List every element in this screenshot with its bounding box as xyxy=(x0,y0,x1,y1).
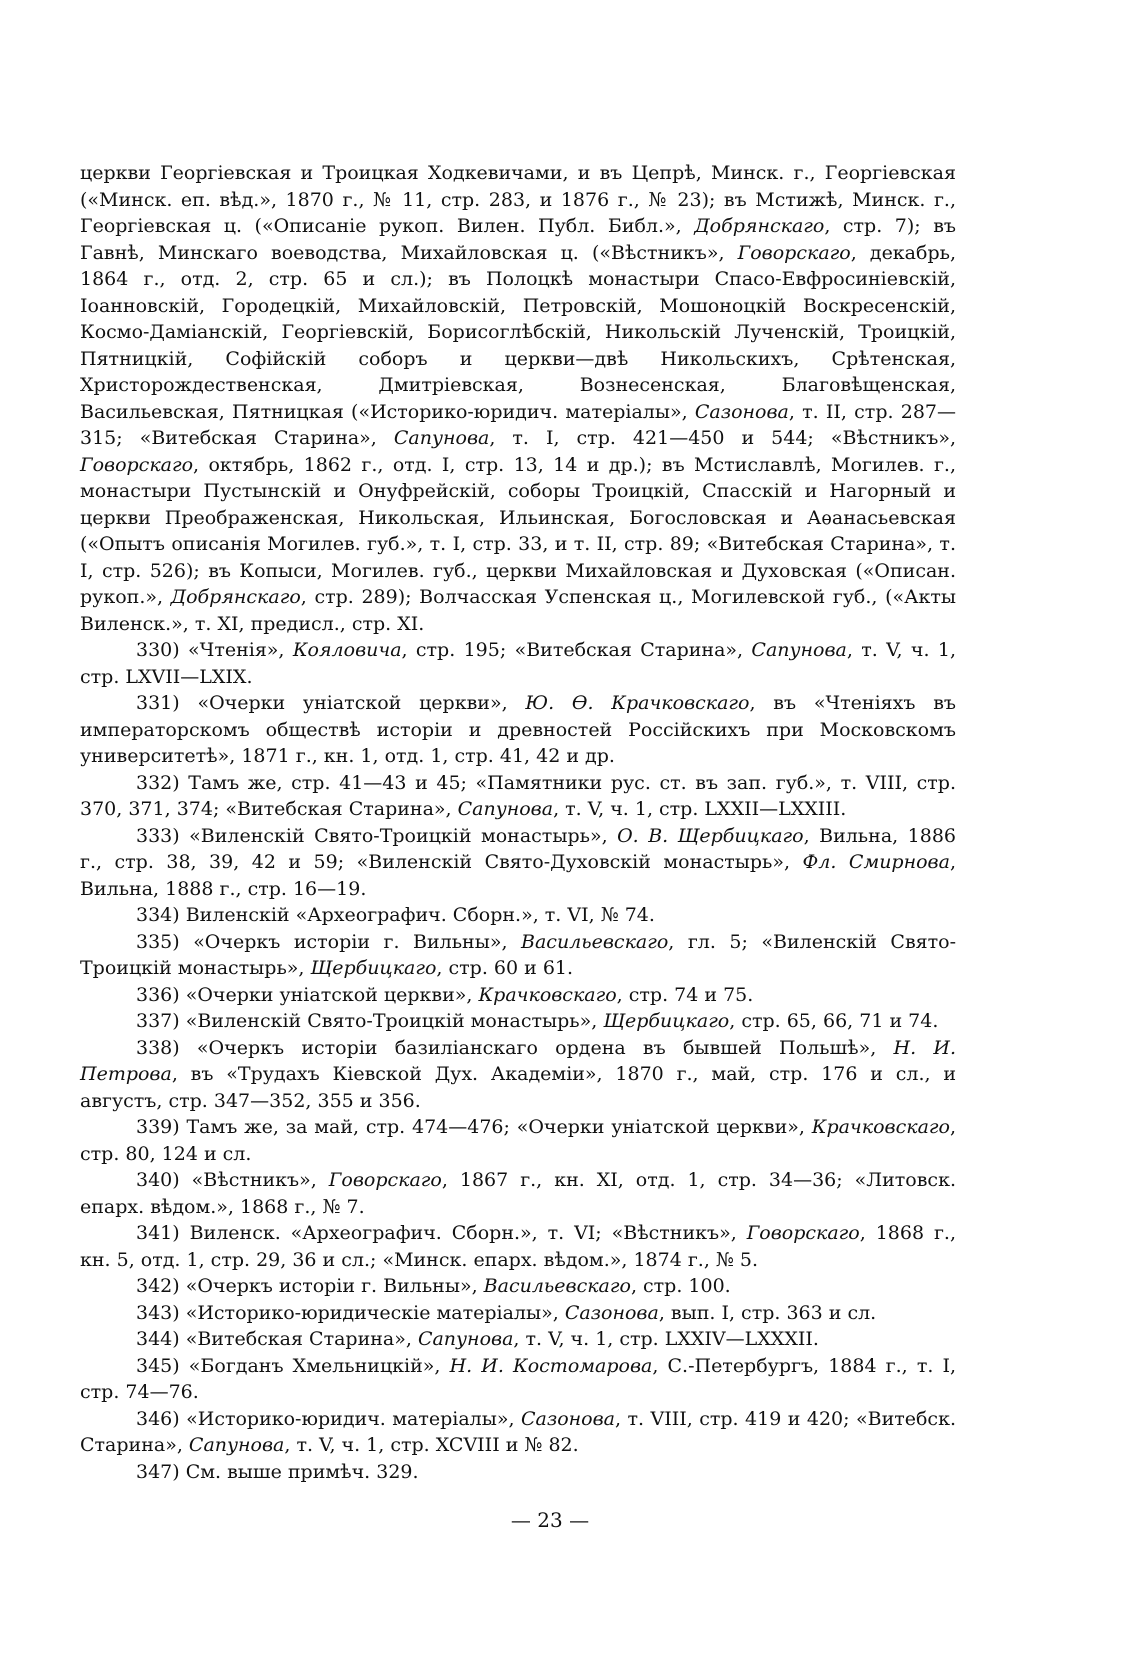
author-name: Н. И. Петрова xyxy=(80,1036,957,1085)
footnote xyxy=(80,1114,956,1167)
author-name: Говорскаго xyxy=(80,453,194,476)
footnote xyxy=(80,1220,956,1273)
author-name: Сапунова xyxy=(188,1434,285,1456)
author-name: Фл. Смирнова xyxy=(802,851,950,873)
author-name: Крачковскаго xyxy=(811,1116,950,1138)
footnote xyxy=(80,1035,956,1115)
author-name: Щербицкаго xyxy=(603,1010,730,1032)
author-name: Сазонова xyxy=(694,400,789,423)
footnote-text: , стр. 100. xyxy=(630,1275,731,1297)
footnote-text: 330) «Чтенія», xyxy=(136,639,293,661)
author-name: Добрянскаго xyxy=(694,215,825,237)
footnote-text: , т. V, ч. 1, стр. LXXIV—LXXXII. xyxy=(513,1328,819,1350)
footnote-text: , стр. 80, 124 и сл. xyxy=(80,1116,956,1165)
author-name: Васильевскаго xyxy=(521,930,669,953)
footnote-text: 345) «Богданъ Хмельницкій», xyxy=(136,1354,450,1377)
footnote xyxy=(80,1406,956,1459)
footnote xyxy=(80,690,956,770)
footnote-text: 347) См. выше примѣч. 329. xyxy=(136,1460,419,1483)
footnote xyxy=(80,637,956,690)
footnote-text: , т. V, ч. 1, стр. XCVIII и № 82. xyxy=(284,1434,579,1456)
author-name: Добрянскаго xyxy=(170,586,301,608)
footnote-text: церкви Георгіевская и Троицкая Ходкевичами, и въ Цепрѣ, Минск. г., Георгіевская («Минск. еп. вѣд.», 1870 г., № 11, стр. 283, и 1876 г., № 23); въ Мстижѣ, Минск. г., Георгіевская ц. («Описаніе рукоп. Вилен. Публ. Библ.», xyxy=(80,162,956,237)
author-name: Сапунова xyxy=(751,639,847,661)
footnote-text: , стр. 65, 66, 71 и 74. xyxy=(729,1010,939,1032)
footnote xyxy=(80,902,956,929)
author-name: Сазонова xyxy=(564,1301,659,1324)
footnote-text: , стр. 7); въ Гавнѣ, Минскаго воеводства, Михайловская ц. («Вѣстникъ», xyxy=(80,215,956,264)
footnote-text: 335) «Очеркъ исторіи г. Вильны», xyxy=(136,930,522,953)
footnote-text: 346) «Историко-юридич. матеріалы», xyxy=(136,1407,521,1430)
footnote xyxy=(80,1459,956,1486)
author-name: Щербицкаго xyxy=(310,957,437,979)
footnote-text: 332) Тамъ же, стр. 41—43 и 45; «Памятники рус. ст. въ зап. губ.», т. VIII, стр. 370, 371, 374; «Витебская Старина», xyxy=(80,771,956,820)
continued-footnote xyxy=(80,160,956,637)
footnote-text: , декабрь, 1864 г., отд. 2, стр. 65 и сл.); въ Полоцкѣ монастыри Спасо-Евфросиніевскій, Іоанновскій, Городецкій, Михайловскій, Петровскій, Мошоноцкій Воскресенскій, Космо-Даміанскій, Георгіевскій, Борисоглѣбскій, Никольскій Лученскій, Троицкій, Пятницкій, Софійскій соборъ и церкви—двѣ Никольскихъ, Срѣтенская, Христорождественская, Дмитріевская, Вознесенская, Благовѣщенская, Васильевская, Пятницкая («Историко-юридич. матеріалы», xyxy=(80,241,956,423)
footnote-text: , октябрь, 1862 г., отд. I, стр. 13, 14 и др.); въ Мстиславлѣ, Могилев. г., монастыри Пустынскій и Онуфрейскій, соборы Троицкій, Спасскій и Нагорный и церкви Преображенская, Никольская, Ильинская, Богословская и Аѳанасьевская («Опытъ описанія Могилев. губ.», т. I, стр. 33, и т. II, стр. 89; «Витебская Старина», т. I, стр. 526); въ Копыси, Могилев. губ., церкви Михайловская и Духовская («Описан. рукоп.», xyxy=(80,453,956,608)
footnote xyxy=(80,1300,956,1327)
footnote-text: , вып. I, стр. 363 и сл. xyxy=(658,1301,877,1324)
footnote xyxy=(80,982,956,1009)
footnote xyxy=(80,1326,956,1353)
footnote-text: 344) «Витебская Старина», xyxy=(136,1328,418,1350)
footnote-text: , т. V, ч. 1, стр. LXXII—LXXIII. xyxy=(553,798,847,820)
footnote xyxy=(80,770,956,823)
author-name: Сапунова xyxy=(457,798,554,820)
footnote-text: 331) «Очерки уніатской церкви», xyxy=(136,692,526,714)
footnote-text: , Вильна, 1886 г., стр. 38, 39, 42 и 59; «Виленскій Свято-Духовскій монастырь», xyxy=(80,824,957,873)
footnote xyxy=(80,823,956,903)
footnote-text: , т. I, стр. 421—450 и 544; «Вѣстникъ», xyxy=(489,427,957,449)
author-name: Сазонова xyxy=(521,1407,616,1430)
footnote-text: , С.-Петербургъ, 1884 г., т. I, стр. 74—76. xyxy=(80,1354,957,1403)
footnote-text: , 1867 г., кн. XI, отд. 1, стр. 34—36; «Литовск. епарх. вѣдом.», 1868 г., № 7. xyxy=(80,1169,956,1218)
author-name: Н. И. Костомарова xyxy=(449,1354,653,1377)
footnote-text: , гл. 5; «Виленскій Свято-Троицкій монастырь», xyxy=(80,930,957,979)
footnote-text: , 1868 г., кн. 5, отд. 1, стр. 29, 36 и сл.; «Минск. епарх. вѣдом.», 1874 г., № 5. xyxy=(80,1222,956,1271)
footnote-text: , т. II, стр. 287—315; «Витебская Старина», xyxy=(80,400,956,449)
author-name: Крачковскаго xyxy=(478,983,617,1006)
footnotes-page xyxy=(80,160,956,1485)
footnote-text: 340) «Вѣстникъ», xyxy=(136,1169,329,1191)
footnote-text: 333) «Виленскій Свято-Троицкій монастырь», xyxy=(136,824,618,847)
footnote-text: 337) «Виленскій Свято-Троицкій монастырь», xyxy=(136,1010,604,1032)
footnote-text: , т. VIII, стр. 419 и 420; «Витебск. Старина», xyxy=(80,1407,956,1456)
footnote xyxy=(80,1167,956,1220)
footnote xyxy=(80,1008,956,1035)
footnote-text: , стр. 60 и 61. xyxy=(436,957,574,979)
footnote-text: 343) «Историко-юридическіе матеріалы», xyxy=(136,1301,565,1324)
footnote-text: , т. V, ч. 1, стр. LXVII—LXIX. xyxy=(80,639,956,688)
footnote-text: 338) «Очеркъ исторіи базиліанскаго ордена въ бывшей Польшѣ», xyxy=(136,1036,894,1059)
author-name: О. В. Щербицкаго xyxy=(617,824,804,847)
footnote xyxy=(80,929,956,982)
author-name: Сапунова xyxy=(417,1328,514,1350)
footnote-text: , въ «Чтеніяхъ въ императорскомъ обществѣ исторіи и древностей Россійскихъ при Московскомъ университетѣ», 1871 г., кн. 1, отд. 1, стр. 41, 42 и др. xyxy=(80,692,957,767)
footnote-text: , Вильна, 1888 г., стр. 16—19. xyxy=(80,851,956,900)
author-name: Васильевскаго xyxy=(483,1275,631,1297)
footnote-text: 336) «Очерки уніатской церкви», xyxy=(136,983,479,1006)
author-name: Сапунова xyxy=(393,427,490,449)
page-number: — 23 — xyxy=(510,1508,590,1532)
footnote-text: , стр. 289); Волчасская Успенская ц., Могилевской губ., («Акты Виленск.», т. XI, предисл., стр. XI. xyxy=(80,586,957,635)
footnote-text: 342) «Очеркъ исторіи г. Вильны», xyxy=(136,1275,484,1297)
author-name: Говорскаго xyxy=(328,1169,442,1191)
footnote-text: , стр. 195; «Витебская Старина», xyxy=(401,639,752,661)
author-name: Говорскаго xyxy=(746,1222,860,1244)
footnote-text: 334) Виленскій «Археографич. Сборн.», т. VI, № 74. xyxy=(136,904,655,926)
footnote xyxy=(80,1273,956,1300)
footnote-text: , въ «Трудахъ Кіевской Дух. Академіи», 1870 г., май, стр. 176 и сл., и августъ, стр. 347—352, 355 и 356. xyxy=(80,1063,956,1112)
footnote xyxy=(80,1353,956,1406)
author-name: Кояловича xyxy=(292,639,402,661)
footnote-text: 341) Виленск. «Археографич. Сборн.», т. VI; «Вѣстникъ», xyxy=(136,1222,747,1244)
footnote-text: 339) Тамъ же, за май, стр. 474—476; «Очерки уніатской церкви», xyxy=(136,1116,812,1138)
author-name: Говорскаго xyxy=(737,241,851,264)
footnote-text: , стр. 74 и 75. xyxy=(616,983,754,1006)
author-name: Ю. Ѳ. Крачковскаго xyxy=(525,692,750,714)
